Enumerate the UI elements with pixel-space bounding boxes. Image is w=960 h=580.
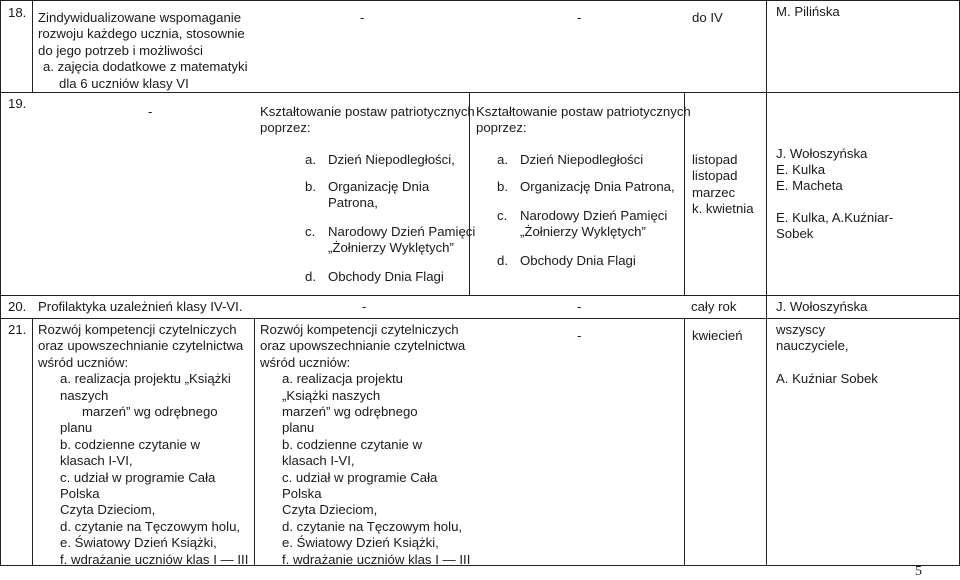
- list-line: b. codzienne czytanie w: [282, 436, 423, 452]
- row-19-col4-header: [476, 104, 691, 137]
- list-item-marker: a.: [497, 152, 508, 167]
- list-line: marzeń” wg odrębnego: [282, 404, 418, 420]
- responsible-line: wszyscy: [776, 322, 826, 337]
- row-18-col4-dash: -: [577, 10, 582, 25]
- list-line: planu: [60, 420, 93, 436]
- row-18-task-line: do jego potrzeb i możliwości: [38, 42, 203, 58]
- col-line-2: [254, 318, 255, 566]
- list-line: Czyta Dzieciom,: [282, 502, 378, 518]
- list-line: klasach I-VI,: [60, 453, 133, 469]
- list-line: klasach I-VI,: [282, 453, 355, 469]
- row-20-responsible: J. Wołoszyńska: [776, 299, 868, 314]
- col3-header-line: Kształtowanie postaw patriotycznych: [260, 104, 475, 119]
- list-line: marzeń” wg odrębnego: [82, 404, 218, 420]
- row-18-task-line: rozwoju każdego ucznia, stosownie: [38, 26, 245, 42]
- row-18-responsible: M. Pilińska: [776, 4, 840, 19]
- row-19-col2-dash: -: [148, 104, 153, 119]
- row-divider-20: [0, 295, 960, 296]
- list-line: Czyta Dzieciom,: [60, 502, 156, 518]
- list-item-marker: c.: [497, 208, 508, 223]
- responsible-line: nauczyciele,: [776, 338, 849, 354]
- list-line: oraz upowszechnianie czytelnictwa: [38, 338, 244, 354]
- row-divider-19: [0, 92, 960, 93]
- row-18-task-line: dla 6 uczniów klasy VI: [59, 75, 189, 91]
- col-line-5: [766, 0, 767, 566]
- table-top-border: [0, 0, 960, 1]
- row-21-col3: [260, 322, 470, 568]
- list-line: naszych: [60, 387, 109, 403]
- list-item-marker: a.: [305, 152, 316, 167]
- row-21-task: [38, 322, 248, 568]
- list-line: wśród uczniów:: [38, 354, 129, 370]
- list-line: Polska: [282, 486, 322, 502]
- list-line: c. udział w programie Cała: [282, 469, 438, 485]
- list-item-marker: d.: [497, 253, 508, 268]
- col4-header-line: Kształtowanie postaw patriotycznych: [476, 104, 691, 119]
- row-21-responsible: [776, 322, 878, 388]
- row-18-task-line: a. zajęcia dodatkowe z matematyki: [43, 59, 248, 75]
- list-item-text: Obchody Dnia Flagi: [328, 269, 444, 284]
- row-19-responsible: Sobek: [776, 226, 814, 241]
- list-item-text: Narodowy Dzień Pamięci: [520, 208, 668, 223]
- date-entry: listopad: [692, 152, 738, 167]
- responsible-line: A. Kuźniar Sobek: [776, 371, 878, 387]
- row-18-task: [38, 10, 248, 92]
- row-19-responsible: E. Kulka, A.Kuźniar-: [776, 210, 894, 225]
- list-line: e. Światowy Dzień Książki,: [60, 535, 217, 551]
- list-line: wśród uczniów:: [260, 354, 351, 370]
- row-18-deadline: do IV: [692, 10, 723, 25]
- list-line: „Książki naszych: [282, 387, 381, 403]
- list-line: Rozwój kompetencji czytelniczych: [260, 322, 459, 337]
- row-19-responsible: E. Macheta: [776, 178, 843, 193]
- responsible-line: [776, 355, 878, 371]
- row-21-deadline: kwiecień: [692, 328, 743, 343]
- col4-header-line: poprzez:: [476, 120, 527, 136]
- row-20-deadline: cały rok: [691, 299, 737, 314]
- row-20-task: Profilaktyka uzależnień klasy IV-VI.: [38, 299, 243, 314]
- list-item-text: Dzień Niepodległości,: [328, 152, 455, 167]
- col-line-1: [32, 0, 33, 92]
- row-20-col4-dash: -: [577, 299, 582, 314]
- row-18-col3-dash: -: [360, 10, 365, 25]
- date-entry: listopad: [692, 168, 738, 184]
- row-19-number: 19.: [8, 96, 27, 111]
- list-line: planu: [282, 420, 315, 436]
- list-item-text: Patrona,: [328, 195, 378, 210]
- list-item-marker: b.: [497, 179, 508, 194]
- row-divider-21: [0, 318, 960, 319]
- row-21-number: 21.: [8, 322, 27, 337]
- list-item-marker: d.: [305, 269, 316, 284]
- col3-header-line: poprzez:: [260, 120, 311, 136]
- list-item-marker: c.: [305, 224, 316, 239]
- date-entry: marzec: [692, 184, 736, 200]
- row-19-responsible: E. Kulka: [776, 162, 826, 177]
- list-item-text: Obchody Dnia Flagi: [520, 253, 636, 268]
- list-item-text: Dzień Niepodległości: [520, 152, 644, 167]
- row-20-col3-dash: -: [362, 299, 367, 314]
- row-18-task-line: Zindywidualizowane wspomaganie: [38, 10, 242, 25]
- list-line: c. udział w programie Cała: [60, 469, 216, 485]
- row-19-responsible: J. Wołoszyńska: [776, 146, 868, 161]
- row-20-number: 20.: [8, 299, 27, 314]
- row-19-col3-header: [260, 104, 475, 137]
- list-line: b. codzienne czytanie w: [60, 436, 201, 452]
- list-line: e. Światowy Dzień Książki,: [282, 535, 439, 551]
- list-item-text: Narodowy Dzień Pamięci: [328, 224, 476, 239]
- list-line: d. czytanie na Tęczowym holu,: [60, 518, 241, 534]
- list-item-text: „Żołnierzy Wyklętych”: [328, 240, 454, 255]
- col-line-4b: [684, 318, 685, 566]
- list-line: d. czytanie na Tęczowym holu,: [282, 518, 463, 534]
- list-item-text: Organizację Dnia Patrona,: [520, 179, 675, 194]
- list-line: f. wdrażanie uczniów klas I — III: [282, 551, 471, 567]
- page-number: 5: [915, 564, 922, 579]
- row-19-dates: [692, 152, 754, 218]
- list-item-text: „Żołnierzy Wyklętych”: [520, 224, 646, 239]
- row-21-col4-dash: -: [577, 328, 582, 343]
- list-item-text: Organizację Dnia: [328, 179, 430, 194]
- row-18-number: 18.: [8, 5, 27, 20]
- list-line: Polska: [60, 486, 100, 502]
- col-line-1b: [32, 318, 33, 566]
- list-line: oraz upowszechnianie czytelnictwa: [260, 338, 466, 354]
- col-line-0: [0, 0, 1, 566]
- date-entry: k. kwietnia: [692, 201, 754, 217]
- list-line: a. realizacja projektu „Książki: [60, 371, 231, 387]
- list-item-marker: b.: [305, 179, 316, 194]
- list-line: f. wdrażanie uczniów klas I — III: [60, 551, 249, 567]
- list-line: Rozwój kompetencji czytelniczych: [38, 322, 237, 337]
- list-line: a. realizacja projektu: [282, 371, 403, 387]
